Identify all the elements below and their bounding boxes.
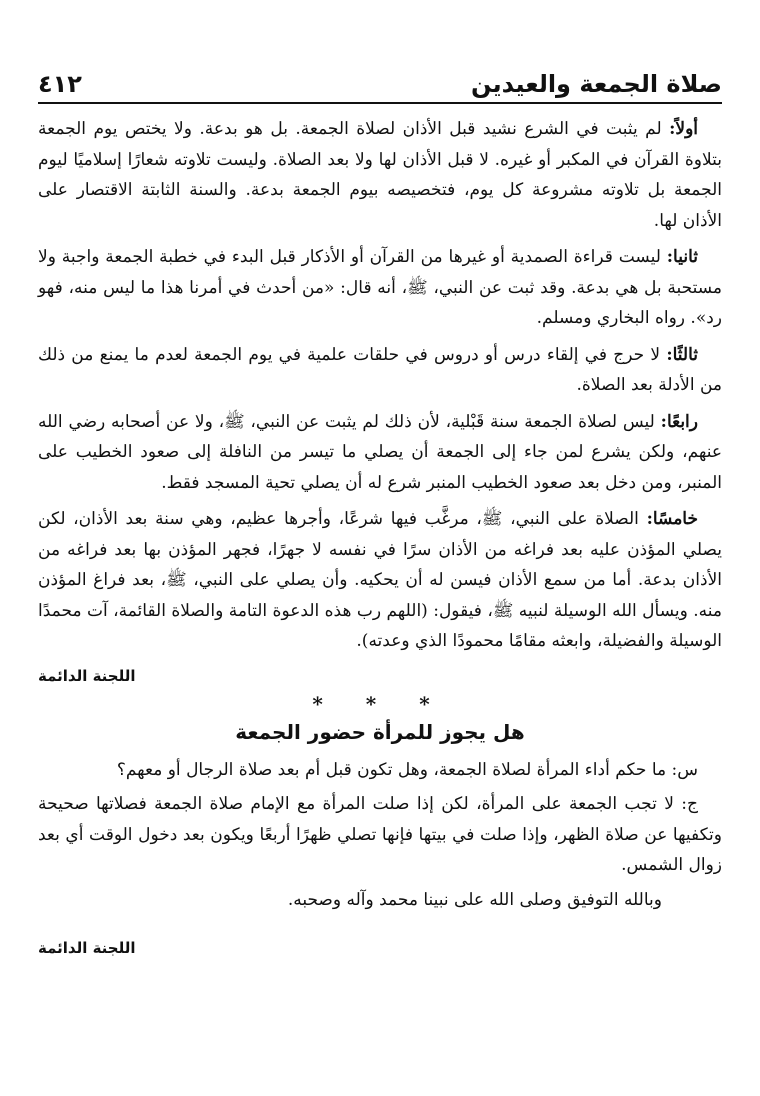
- body-text: [38, 114, 722, 961]
- paragraph-third: [38, 340, 722, 401]
- page-number: ٤١٢: [38, 70, 82, 98]
- paragraph-lead: ثالثًا:: [666, 344, 698, 365]
- paragraph-text: الصلاة على النبي، ﷺ، مرغَّب فيها شرعًا، وأجرها عظيم، وهي سنة بعد الأذان، لكن يصلي المؤذن عليه بعد فراغه من الأذان سرًا في نفسه لا جهرًا، فجهر المؤذن بها بعد فراغه من الأذان بدعة. أما من سمع الأذان فيسن له أن يحكيه. وأن يصلي على النبي، ﷺ، بعد فراغ المؤذن منه. ويسأل الله الوسيلة لنبيه ﷺ، فيقول: (اللهم رب هذه الدعوة التامة والصلاة القائمة، آت محمدًا الوسيلة والفضيلة، وابعثه مقامًا محمودًا الذي وعدته).: [38, 509, 722, 651]
- paragraph-lead: ثانيا:: [666, 247, 698, 267]
- signature-committee: اللجنة الدائمة: [38, 666, 136, 685]
- paragraph-text: لا حرج في إلقاء درس أو دروس في حلقات علمية في يوم الجمعة لعدم ما يمنع من ذلك من الأدلة بعد الصلاة.: [38, 344, 722, 395]
- paragraph-second: [38, 242, 722, 334]
- paragraph-fifth: [38, 504, 722, 657]
- document-page: [38, 58, 722, 965]
- closing-line: وبالله التوفيق وصلى الله على نبينا محمد وآله وصحبه.: [287, 889, 662, 910]
- signature-committee-final: اللجنة الدائمة: [38, 939, 136, 957]
- question: س: ما حكم أداء المرأة لصلاة الجمعة، وهل تكون قبل أم بعد صلاة الرجال أو معهم؟: [116, 759, 698, 780]
- paragraph-first: [38, 114, 722, 236]
- paragraph-lead: خامسًا:: [646, 509, 698, 529]
- paragraph-fourth: [38, 407, 722, 499]
- running-title: صلاة الجمعة والعيدين: [471, 70, 722, 98]
- paragraph-text: ليست قراءة الصمدية أو غيرها من القرآن أو الأذكار قبل البدء في خطبة الجمعة واجبة ولا مستحبة بل هي بدعة. وقد ثبت عن النبي، ﷺ، أنه قال: «من أحدث في أمرنا هذا ما ليس منه، فهو رد». رواه البخاري ومسلم.: [38, 247, 722, 328]
- answer: ج: لا تجب الجمعة على المرأة، لكن إذا صلت المرأة مع الإمام صلاة الجمعة فصلاتها صحيحة وتكفيها عن صلاة الظهر، وإذا صلت في بيتها فإنها تصلي ظهرًا أربعًا ويكون بعد دخول الوقت أي بعد زوال الشمس.: [38, 794, 722, 875]
- paragraph-lead: أولاً:: [669, 119, 698, 139]
- page-header: [38, 58, 722, 104]
- section-separator: * * *: [312, 691, 448, 716]
- paragraph-text: ليس لصلاة الجمعة سنة قَبْلية، لأن ذلك لم يثبت عن النبي، ﷺ، ولا عن أصحابه رضي الله عنهم، ولكن يشرع لمن جاء إلى الجمعة أن يصلي ما تيسر من النافلة إلى صعود الخطيب على المنبر، ومن دخل بعد صعود الخطيب المنبر شرع له أن يصلي تحية المسجد فقط.: [38, 411, 722, 493]
- section-heading: هل يجوز للمرأة حضور الجمعة: [235, 719, 525, 744]
- paragraph-lead: رابعًا:: [660, 411, 698, 432]
- paragraph-text: لم يثبت في الشرع نشيد قبل الأذان لصلاة الجمعة. بل هو بدعة. ولا يختص يوم الجمعة بتلاوة القرآن في المكبر أو غيره. لا قبل الأذان لها ولا بعد الصلاة. وليست تلاوته شعارًا إسلاميًا ليوم الجمعة بل تلاوته مشروعة كل يوم، فتخصيصه بيوم الجمعة بدعة. والسنة الثابتة الاقتصار على الأذان لها.: [38, 119, 722, 231]
